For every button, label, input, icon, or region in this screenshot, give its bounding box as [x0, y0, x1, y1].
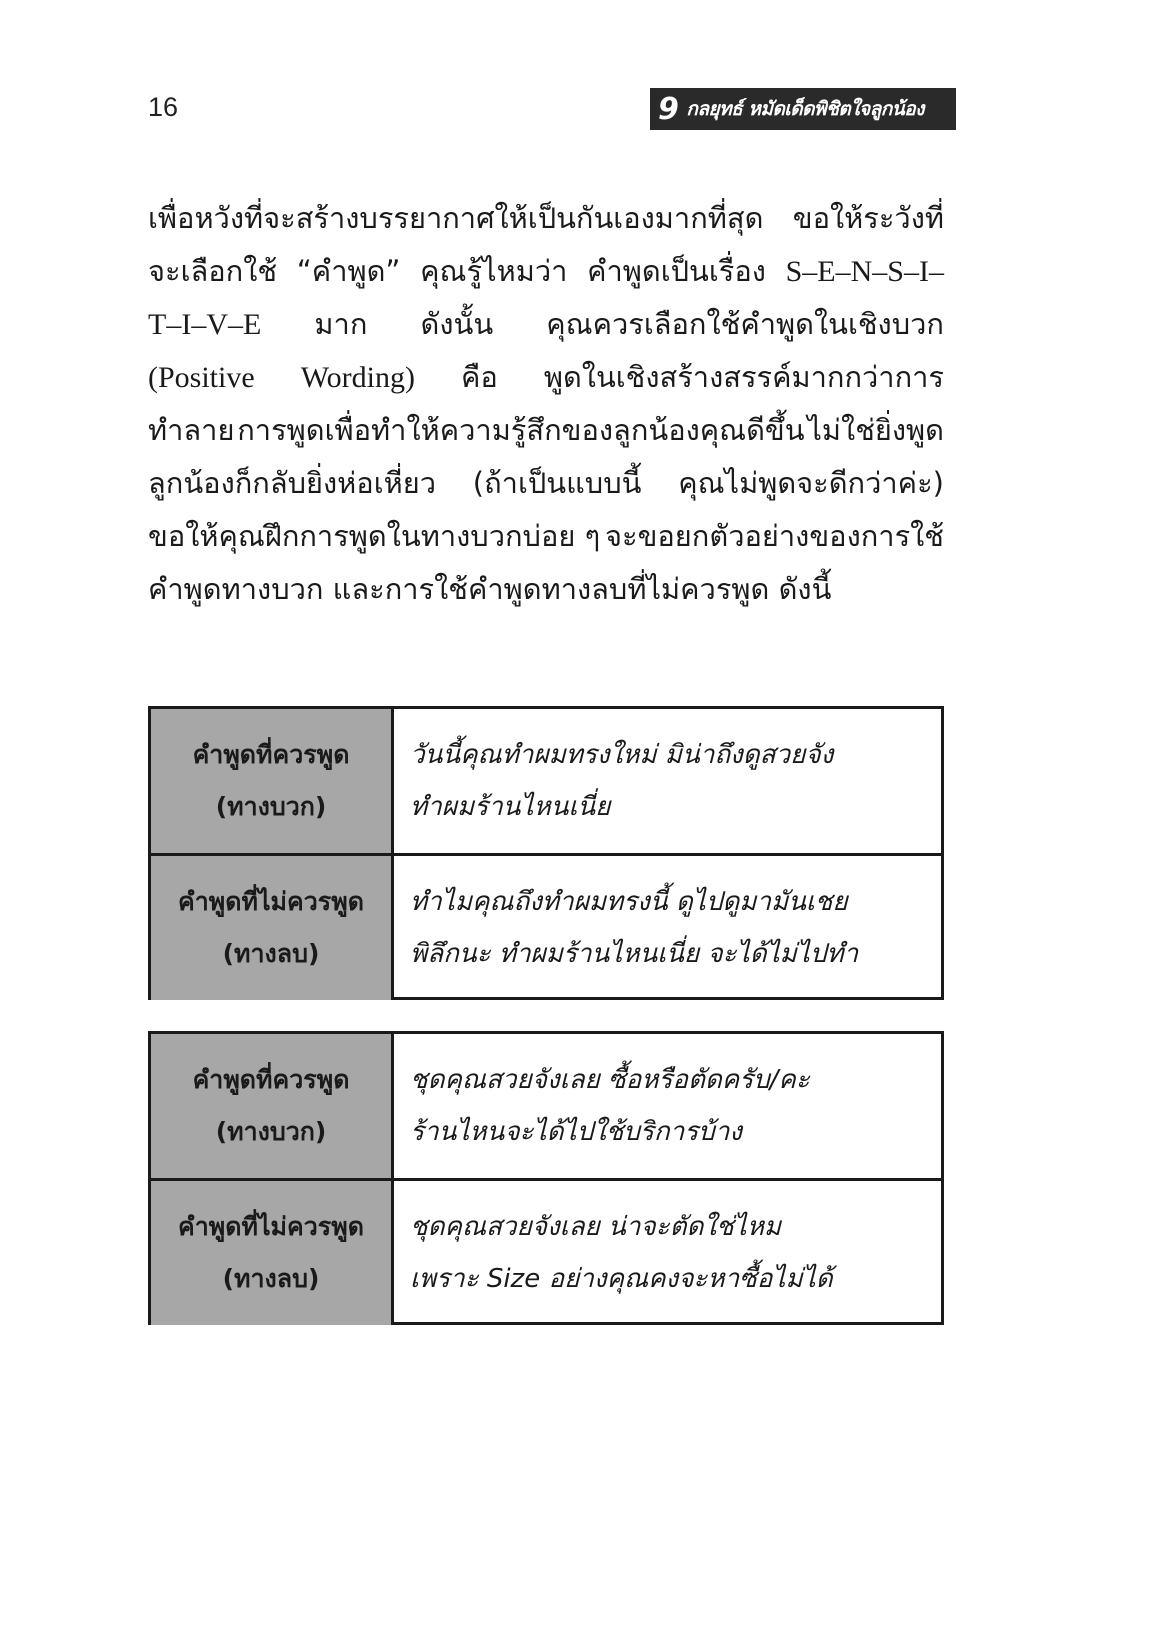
- label-line: (ทางบวก): [215, 1117, 327, 1146]
- text-segment: การพูดเพื่อทำให้ความรู้สึกของลูกน้องคุณดีขึ้น: [237, 413, 805, 447]
- table-row-positive: [151, 709, 941, 853]
- text-segment: ทำลาย: [148, 413, 235, 447]
- example-negative: [394, 1181, 941, 1325]
- paragraph-line: [148, 351, 944, 404]
- paragraph-line: [148, 192, 944, 245]
- example-line: ร้านไหนจะได้ไปใช้บริการบ้าง: [410, 1117, 742, 1147]
- text-segment: คุณไม่พูดจะดีกว่าค่ะ): [678, 466, 944, 500]
- text-segment: คือ: [460, 360, 498, 394]
- label-line: (ทางบวก): [215, 792, 327, 821]
- text-segment: พูดในเชิงสร้างสรรค์มากกว่าการ: [543, 360, 944, 394]
- example-positive: [394, 709, 941, 853]
- paragraph-line: [148, 298, 944, 351]
- text-segment: จะขอยกตัวอย่างของการใช้: [605, 519, 944, 553]
- paragraph-line: [148, 245, 944, 298]
- label-line: คำพูดที่ไม่ควรพูด: [178, 1212, 364, 1241]
- row-label-should-not-say: [151, 856, 394, 1000]
- paragraph-line: [148, 510, 944, 563]
- book-title-number: 9: [658, 91, 679, 127]
- text-segment: “คำพูด”: [296, 254, 401, 288]
- page-number: 16: [148, 92, 179, 122]
- paragraph-line: [148, 457, 944, 510]
- example-line: ทำไมคุณถึงทำผมทรงนี้ ดูไปดูมามันเชย: [410, 887, 848, 917]
- text-segment: S–E–N–S–I–: [785, 255, 944, 288]
- body-paragraph: [148, 192, 944, 616]
- example-line: วันนี้คุณทำผมทรงใหม่ มิน่าถึงดูสวยจัง: [410, 740, 834, 770]
- text-segment: ขอให้ระวังที่: [792, 201, 944, 235]
- row-label-should-say: [151, 709, 394, 853]
- paragraph-line: [148, 404, 944, 457]
- example-line: ชุดคุณสวยจังเลย ซื้อหรือตัดครับ/คะ: [410, 1065, 810, 1095]
- label-line: คำพูดที่ไม่ควรพูด: [178, 887, 364, 916]
- label-line: คำพูดที่ควรพูด: [192, 740, 350, 769]
- text-segment: (Positive: [148, 361, 255, 394]
- text-segment: Wording): [300, 361, 415, 394]
- row-label-should-say: [151, 1034, 394, 1178]
- example-line: ทำผมร้านไหนเนี่ย: [410, 792, 611, 822]
- book-title-text: กลยุทธ์ หมัดเด็ดพิชิตใจลูกน้อง: [686, 98, 924, 120]
- table-row-negative: [151, 853, 941, 1000]
- paragraph-line: [148, 563, 944, 616]
- text-segment: คำพูดเป็นเรื่อง: [587, 254, 766, 288]
- label-line: คำพูดที่ควรพูด: [192, 1065, 350, 1094]
- text-segment: คำพูดทางบวก และการใช้คำพูดทางลบที่ไม่ควรพูด ดังนี้: [148, 572, 832, 606]
- text-segment: ขอให้คุณฝึกการพูดในทางบวกบ่อย ๆ: [148, 519, 601, 553]
- example-line: เพราะ Size อย่างคุณคงจะหาซื้อไม่ได้: [410, 1264, 833, 1294]
- text-segment: เพื่อหวังที่จะสร้างบรรยากาศให้เป็นกันเองมากที่สุด: [148, 201, 764, 235]
- text-segment: T–I–V–E: [148, 308, 262, 341]
- text-segment: ดังนั้น: [420, 307, 494, 341]
- table-row-negative: [151, 1178, 941, 1325]
- text-segment: คุณรู้ไหมว่า: [420, 254, 568, 288]
- comparison-table-haircut: [148, 706, 944, 1000]
- text-segment: ไม่ใช่ยิ่งพูด: [807, 413, 944, 447]
- example-positive: [394, 1034, 941, 1178]
- book-title-banner: [650, 88, 956, 130]
- text-segment: มาก: [314, 307, 368, 341]
- label-line: (ทางลบ): [222, 1264, 320, 1293]
- text-segment: จะเลือกใช้: [148, 254, 278, 288]
- example-line: ชุดคุณสวยจังเลย น่าจะตัดใช่ไหม: [410, 1212, 782, 1242]
- example-negative: [394, 856, 941, 1000]
- text-segment: คุณควรเลือกใช้คำพูดในเชิงบวก: [546, 307, 944, 341]
- row-label-should-not-say: [151, 1181, 394, 1325]
- label-line: (ทางลบ): [222, 939, 320, 968]
- comparison-table-outfit: [148, 1031, 944, 1325]
- example-line: พิลึกนะ ทำผมร้านไหนเนี่ย จะได้ไม่ไปทำ: [410, 939, 859, 969]
- text-segment: (ถ้าเป็นแบบนี้: [472, 466, 642, 500]
- text-segment: ลูกน้องก็กลับยิ่งห่อเหี่ยว: [148, 466, 437, 500]
- table-row-positive: [151, 1034, 941, 1178]
